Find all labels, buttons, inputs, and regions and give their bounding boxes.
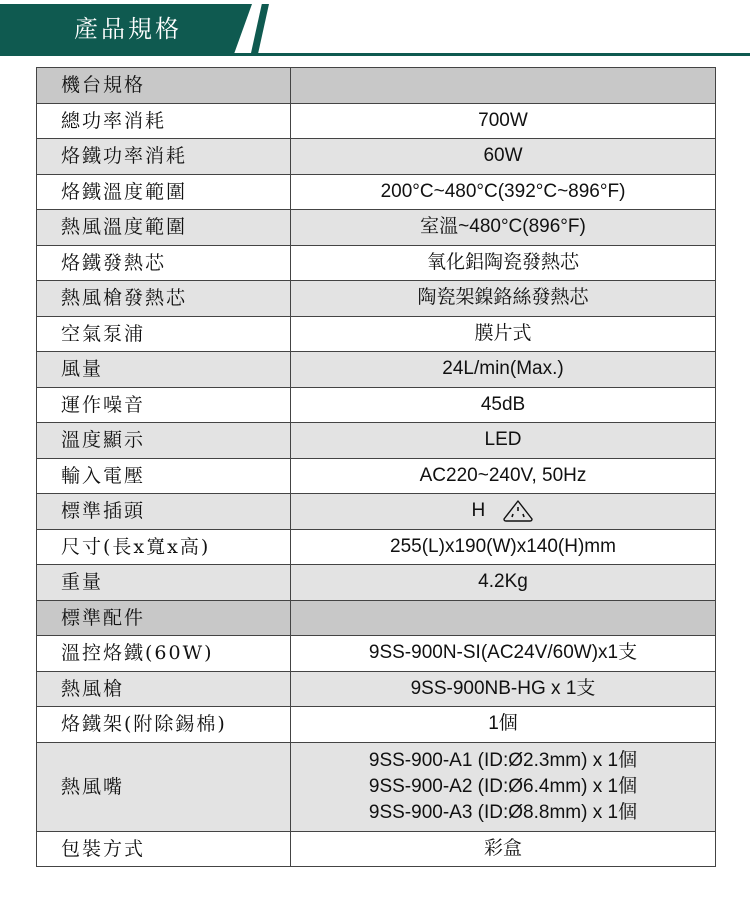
power-plug-icon (501, 499, 535, 523)
spec-label: 烙鐵架(附除錫棉) (37, 707, 291, 743)
spec-value: 室溫~480°C(896°F) (291, 210, 716, 246)
title-bar (0, 0, 750, 56)
spec-label: 溫度顯示 (37, 423, 291, 459)
table-row (37, 316, 716, 352)
spec-value: 200°C~480°C(392°C~896°F) (291, 174, 716, 210)
table-row (37, 636, 716, 672)
spec-value: 膜片式 (291, 316, 716, 352)
spec-value: 60W (291, 139, 716, 175)
table-row (37, 565, 716, 601)
table-row (37, 529, 716, 565)
spec-value-list (291, 742, 716, 831)
section-header-accessories: 標準配件 (37, 600, 291, 636)
table-row (37, 352, 716, 388)
spec-value: 氧化鋁陶瓷發熱芯 (291, 245, 716, 281)
spec-label: 輸入電壓 (37, 458, 291, 494)
spec-label: 總功率消耗 (37, 103, 291, 139)
section-header-row (37, 600, 716, 636)
spec-value: 24L/min(Max.) (291, 352, 716, 388)
table-row (37, 671, 716, 707)
section-header-row (37, 68, 716, 104)
spec-label: 熱風槍 (37, 671, 291, 707)
spec-value: 1個 (291, 707, 716, 743)
spec-label: 包裝方式 (37, 831, 291, 867)
spec-label: 熱風嘴 (37, 742, 291, 831)
spec-label: 烙鐵發熱芯 (37, 245, 291, 281)
spec-label: 熱風溫度範圍 (37, 210, 291, 246)
title-slash-decoration (251, 4, 269, 53)
nozzle-item: 9SS-900-A2 (ID:Ø6.4mm) x 1個 (368, 775, 638, 797)
spec-value: 9SS-900N-SI(AC24V/60W)x1支 (291, 636, 716, 672)
spec-label: 熱風槍發熱芯 (37, 281, 291, 317)
spec-value: AC220~240V, 50Hz (291, 458, 716, 494)
spec-value: 彩盒 (291, 831, 716, 867)
section-header-blank (291, 68, 716, 104)
spec-label: 標準插頭 (37, 494, 291, 530)
spec-label: 運作噪音 (37, 387, 291, 423)
table-row (37, 103, 716, 139)
page-title: 產品規格 (74, 15, 182, 43)
spec-table (36, 67, 716, 867)
section-header-machine-spec: 機台規格 (37, 68, 291, 104)
spec-value: 陶瓷架鎳鉻絲發熱芯 (291, 281, 716, 317)
table-row (37, 174, 716, 210)
spec-value: 4.2Kg (291, 565, 716, 601)
spec-label: 尺寸(長x寬x高) (37, 529, 291, 565)
table-row (37, 742, 716, 831)
plug-type-text: H (471, 500, 486, 522)
spec-label: 風量 (37, 352, 291, 388)
table-row (37, 458, 716, 494)
table-row (37, 707, 716, 743)
table-row (37, 423, 716, 459)
spec-value: LED (291, 423, 716, 459)
spec-value (291, 494, 716, 530)
table-row (37, 494, 716, 530)
spec-value: 700W (291, 103, 716, 139)
table-row (37, 281, 716, 317)
title-underline (0, 53, 750, 56)
spec-label: 溫控烙鐵(60W) (37, 636, 291, 672)
spec-label: 空氣泵浦 (37, 316, 291, 352)
table-row (37, 210, 716, 246)
spec-value: 255(L)x190(W)x140(H)mm (291, 529, 716, 565)
nozzle-item: 9SS-900-A1 (ID:Ø2.3mm) x 1個 (368, 749, 638, 771)
spec-label: 烙鐵溫度範圍 (37, 174, 291, 210)
table-row (37, 387, 716, 423)
table-row (37, 245, 716, 281)
spec-label: 重量 (37, 565, 291, 601)
spec-label: 烙鐵功率消耗 (37, 139, 291, 175)
nozzle-item: 9SS-900-A3 (ID:Ø8.8mm) x 1個 (368, 801, 638, 823)
table-row (37, 831, 716, 867)
spec-value: 9SS-900NB-HG x 1支 (291, 671, 716, 707)
section-header-blank (291, 600, 716, 636)
spec-value: 45dB (291, 387, 716, 423)
table-row (37, 139, 716, 175)
